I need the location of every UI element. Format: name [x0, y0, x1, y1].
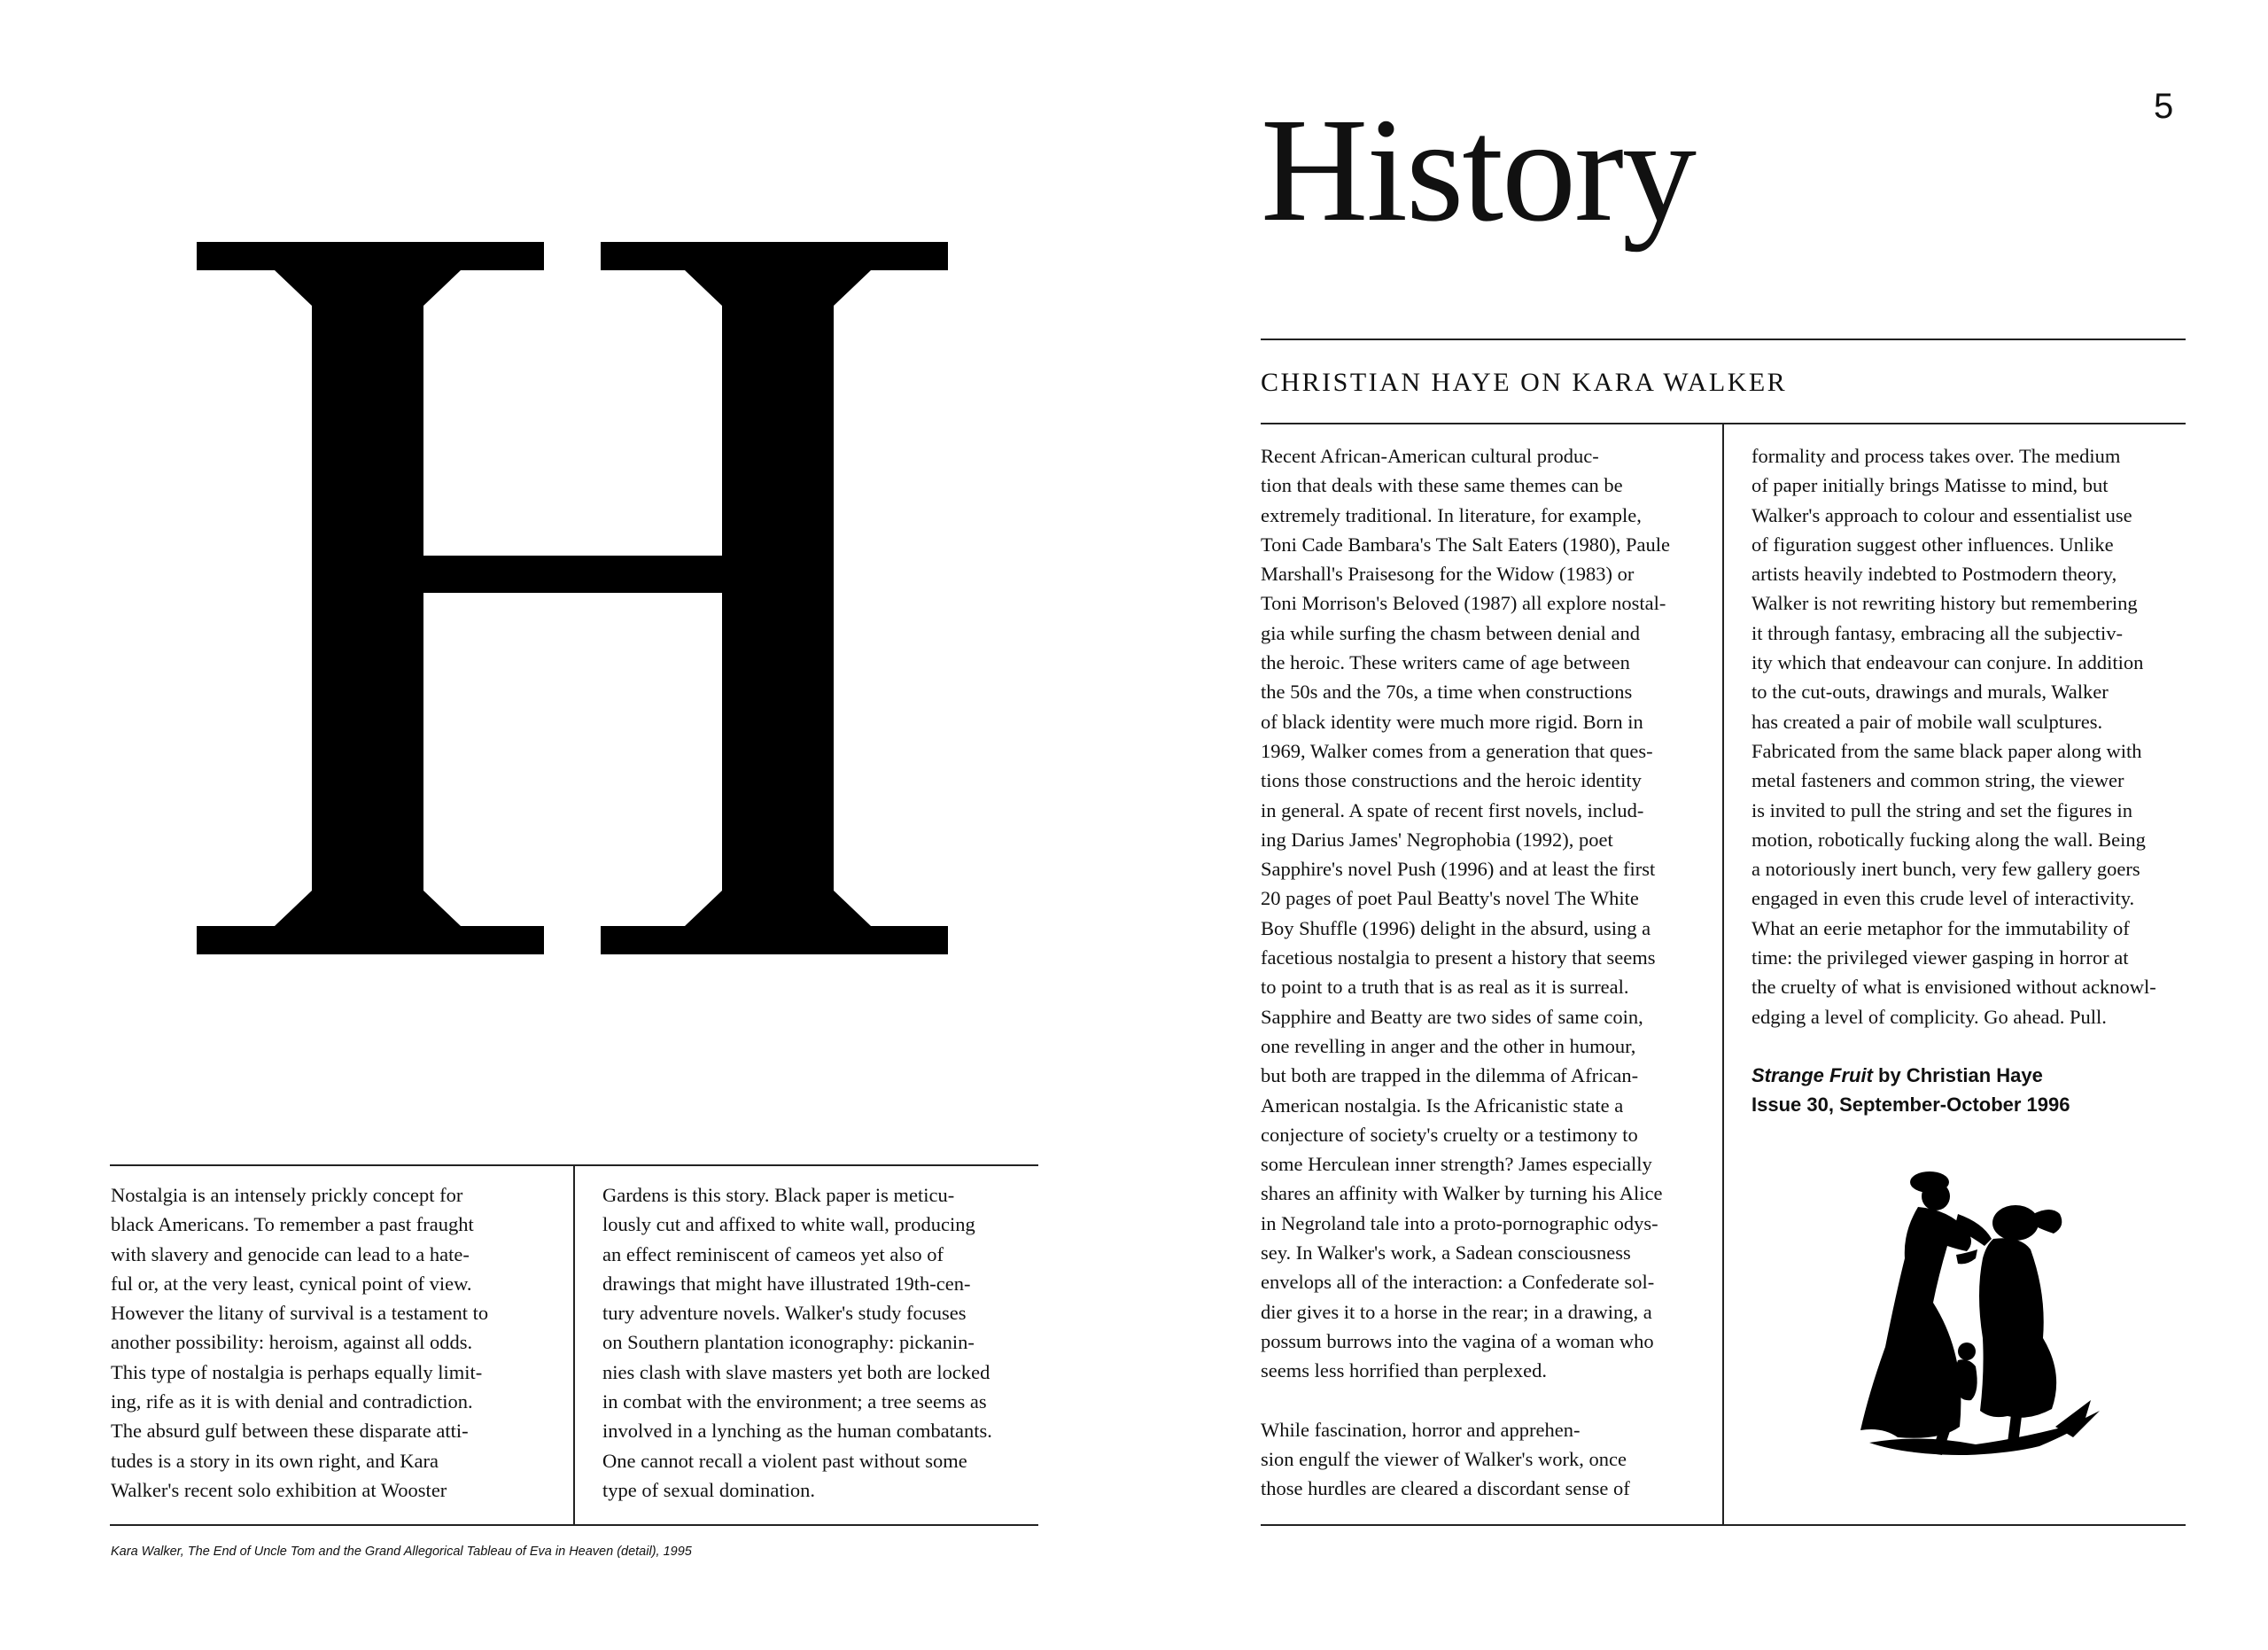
- text-line: of black identity were much more rigid. Born in: [1261, 710, 1643, 733]
- text-line: involved in a lynching as the human combatants.: [602, 1420, 992, 1443]
- text-line: American nostalgia. Is the Africanistic state a: [1261, 1094, 1624, 1117]
- text-line: ing Darius James' Negrophobia (1992), poet: [1261, 828, 1613, 851]
- text-line: but both are trapped in the dilemma of African-: [1261, 1064, 1639, 1087]
- text-line: 1969, Walker comes from a generation that ques-: [1261, 739, 1653, 762]
- text-line: seems less horrified than perplexed.: [1261, 1359, 1548, 1382]
- text-line: the cruelty of what is envisioned without acknowl-: [1751, 976, 2156, 999]
- text-line: to point to a truth that is as real as it is surreal.: [1261, 976, 1629, 999]
- text-line: Recent African-American cultural produc-: [1261, 445, 1599, 467]
- text-column-left-2: [602, 1180, 1037, 1505]
- text-line: Boy Shuffle (1996) delight in the absurd, using a: [1261, 916, 1651, 939]
- text-line: nies clash with slave masters yet both are locked: [602, 1360, 990, 1383]
- text-line: time: the privileged viewer gasping in horror at: [1751, 946, 2129, 969]
- text-line: in general. A spate of recent first novels, includ-: [1261, 798, 1644, 821]
- text-line: edging a level of complicity. Go ahead. Pull.: [1751, 1005, 2107, 1028]
- rule-bottom-right: [1261, 1524, 2186, 1526]
- rule-bottom-left: [110, 1524, 1038, 1526]
- text-line: extremely traditional. In literature, for example,: [1261, 503, 1642, 526]
- text-line: engaged in even this crude level of interactivity.: [1751, 887, 2135, 910]
- text-line: on Southern plantation iconography: pickanin-: [602, 1331, 975, 1354]
- image-caption: Kara Walker, The End of Uncle Tom and the Grand Allegorical Tableau of Eva in Heaven (detail), 1995: [111, 1545, 692, 1559]
- text-line: tudes is a story in its own right, and Kara: [111, 1449, 439, 1472]
- text-line: Walker is not rewriting history but remembering: [1751, 592, 2138, 615]
- text-line: metal fasteners and common string, the viewer: [1751, 769, 2124, 792]
- text-line: facetious nostalgia to present a history that seems: [1261, 946, 1656, 969]
- text-line: those hurdles are cleared a discordant sense of: [1261, 1477, 1630, 1500]
- text-line: drawings that might have illustrated 19th-cen-: [602, 1272, 971, 1295]
- text-line: Gardens is this story. Black paper is meticu-: [602, 1184, 955, 1206]
- text-line: in Negroland tale into a proto-pornographic odys-: [1261, 1211, 1658, 1234]
- text-line: However the litany of survival is a testament to: [111, 1302, 489, 1325]
- text-line: Marshall's Praisesong for the Widow (1983) or: [1261, 563, 1635, 586]
- text-line: formality and process takes over. The medium: [1751, 445, 2121, 467]
- text-line: motion, robotically fucking along the wall. Being: [1751, 828, 2146, 851]
- text-line: Fabricated from the same black paper along with: [1751, 739, 2142, 762]
- article-credit: [1751, 1061, 2070, 1119]
- text-line: a notoriously inert bunch, very few gallery goers: [1751, 858, 2140, 881]
- text-line: is invited to pull the string and set the figures in: [1751, 798, 2132, 821]
- text-line: has created a pair of mobile wall sculptures.: [1751, 710, 2103, 733]
- paragraph-gap: [1261, 1386, 1704, 1415]
- text-line: sion engulf the viewer of Walker's work, once: [1261, 1448, 1627, 1471]
- text-line: possum burrows into the vagina of a woman who: [1261, 1329, 1654, 1352]
- text-line: to the cut-outs, drawings and murals, Walker: [1751, 681, 2109, 704]
- text-line: Toni Cade Bambara's The Salt Eaters (1980), Paule: [1261, 533, 1670, 556]
- text-line: an effect reminiscent of cameos yet also of: [602, 1242, 944, 1265]
- text-line: in combat with the environment; a tree seems as: [602, 1390, 987, 1413]
- column-divider-left: [573, 1165, 575, 1525]
- text-line: type of sexual domination.: [602, 1478, 815, 1501]
- text-line: ing, rife as it is with denial and contradiction.: [111, 1390, 473, 1413]
- text-line: with slavery and genocide can lead to a hate-: [111, 1242, 470, 1265]
- text-line: sey. In Walker's work, a Sadean consciousness: [1261, 1241, 1631, 1265]
- text-line: Walker's recent solo exhibition at Wooster: [111, 1478, 447, 1501]
- rule-top: [1261, 339, 2186, 340]
- text-line: The absurd gulf between these disparate atti-: [111, 1420, 469, 1443]
- credit-author: by Christian Haye: [1872, 1064, 2043, 1086]
- text-line: shares an affinity with Walker by turning his Alice: [1261, 1182, 1663, 1205]
- text-line: While fascination, horror and apprehen-: [1261, 1418, 1581, 1441]
- text-line: Walker's approach to colour and essentialist use: [1751, 503, 2132, 526]
- drop-letter-h: [0, 0, 1063, 975]
- byline-heading: CHRISTIAN HAYE ON KARA WALKER: [1261, 368, 1788, 397]
- text-line: it through fantasy, embracing all the subjectiv-: [1751, 621, 2124, 644]
- text-line: conjecture of society's cruelty or a testimony to: [1261, 1123, 1638, 1146]
- credit-title: Strange Fruit: [1751, 1064, 1873, 1086]
- text-line: dier gives it to a horse in the rear; in a drawing, a: [1261, 1300, 1652, 1323]
- text-line: Sapphire and Beatty are two sides of same coin,: [1261, 1005, 1643, 1028]
- text-line: artists heavily indebted to Postmodern theory,: [1751, 563, 2117, 586]
- silhouette-illustration: [1834, 1161, 2100, 1462]
- text-line: Toni Morrison's Beloved (1987) all explore nostal-: [1261, 592, 1666, 615]
- text-line: ful or, at the very least, cynical point of view.: [111, 1272, 472, 1295]
- text-line: 20 pages of poet Paul Beatty's novel The White: [1261, 887, 1639, 910]
- text-line: This type of nostalgia is perhaps equally limit-: [111, 1360, 483, 1383]
- text-line: the 50s and the 70s, a time when constructions: [1261, 681, 1633, 704]
- text-line: Sapphire's novel Push (1996) and at least the first: [1261, 858, 1656, 881]
- text-line: lously cut and affixed to white wall, producing: [602, 1213, 975, 1236]
- credit-issue: Issue 30, September-October 1996: [1751, 1094, 2070, 1116]
- text-line: gia while surfing the chasm between denial and: [1261, 621, 1640, 644]
- text-line: tion that deals with these same themes can be: [1261, 474, 1623, 497]
- text-line: the heroic. These writers came of age between: [1261, 651, 1630, 674]
- text-line: tions those constructions and the heroic identity: [1261, 769, 1642, 792]
- text-column-right-1: [1261, 441, 1704, 1504]
- text-column-left-1: [111, 1180, 554, 1505]
- text-line: Nostalgia is an intensely prickly concept for: [111, 1184, 463, 1206]
- text-line: one revelling in anger and the other in humour,: [1261, 1034, 1636, 1057]
- text-line: envelops all of the interaction: a Confederate sol-: [1261, 1271, 1655, 1294]
- text-line: black Americans. To remember a past fraught: [111, 1213, 474, 1236]
- page-number: 5: [2154, 87, 2174, 126]
- text-line: One cannot recall a violent past without some: [602, 1449, 967, 1472]
- text-line: tury adventure novels. Walker's study focuses: [602, 1302, 967, 1325]
- text-line: of figuration suggest other influences. Unlike: [1751, 533, 2114, 556]
- text-line: of paper initially brings Matisse to mind, but: [1751, 474, 2109, 497]
- page-title: History: [1261, 88, 1695, 253]
- text-line: What an eerie metaphor for the immutability of: [1751, 916, 2130, 939]
- text-line: another possibility: heroism, against all odds.: [111, 1331, 473, 1354]
- text-line: ity which that endeavour can conjure. In addition: [1751, 651, 2144, 674]
- text-line: some Herculean inner strength? James especially: [1261, 1153, 1652, 1176]
- column-divider-right: [1722, 424, 1724, 1525]
- text-column-right-2: [1751, 441, 2186, 1031]
